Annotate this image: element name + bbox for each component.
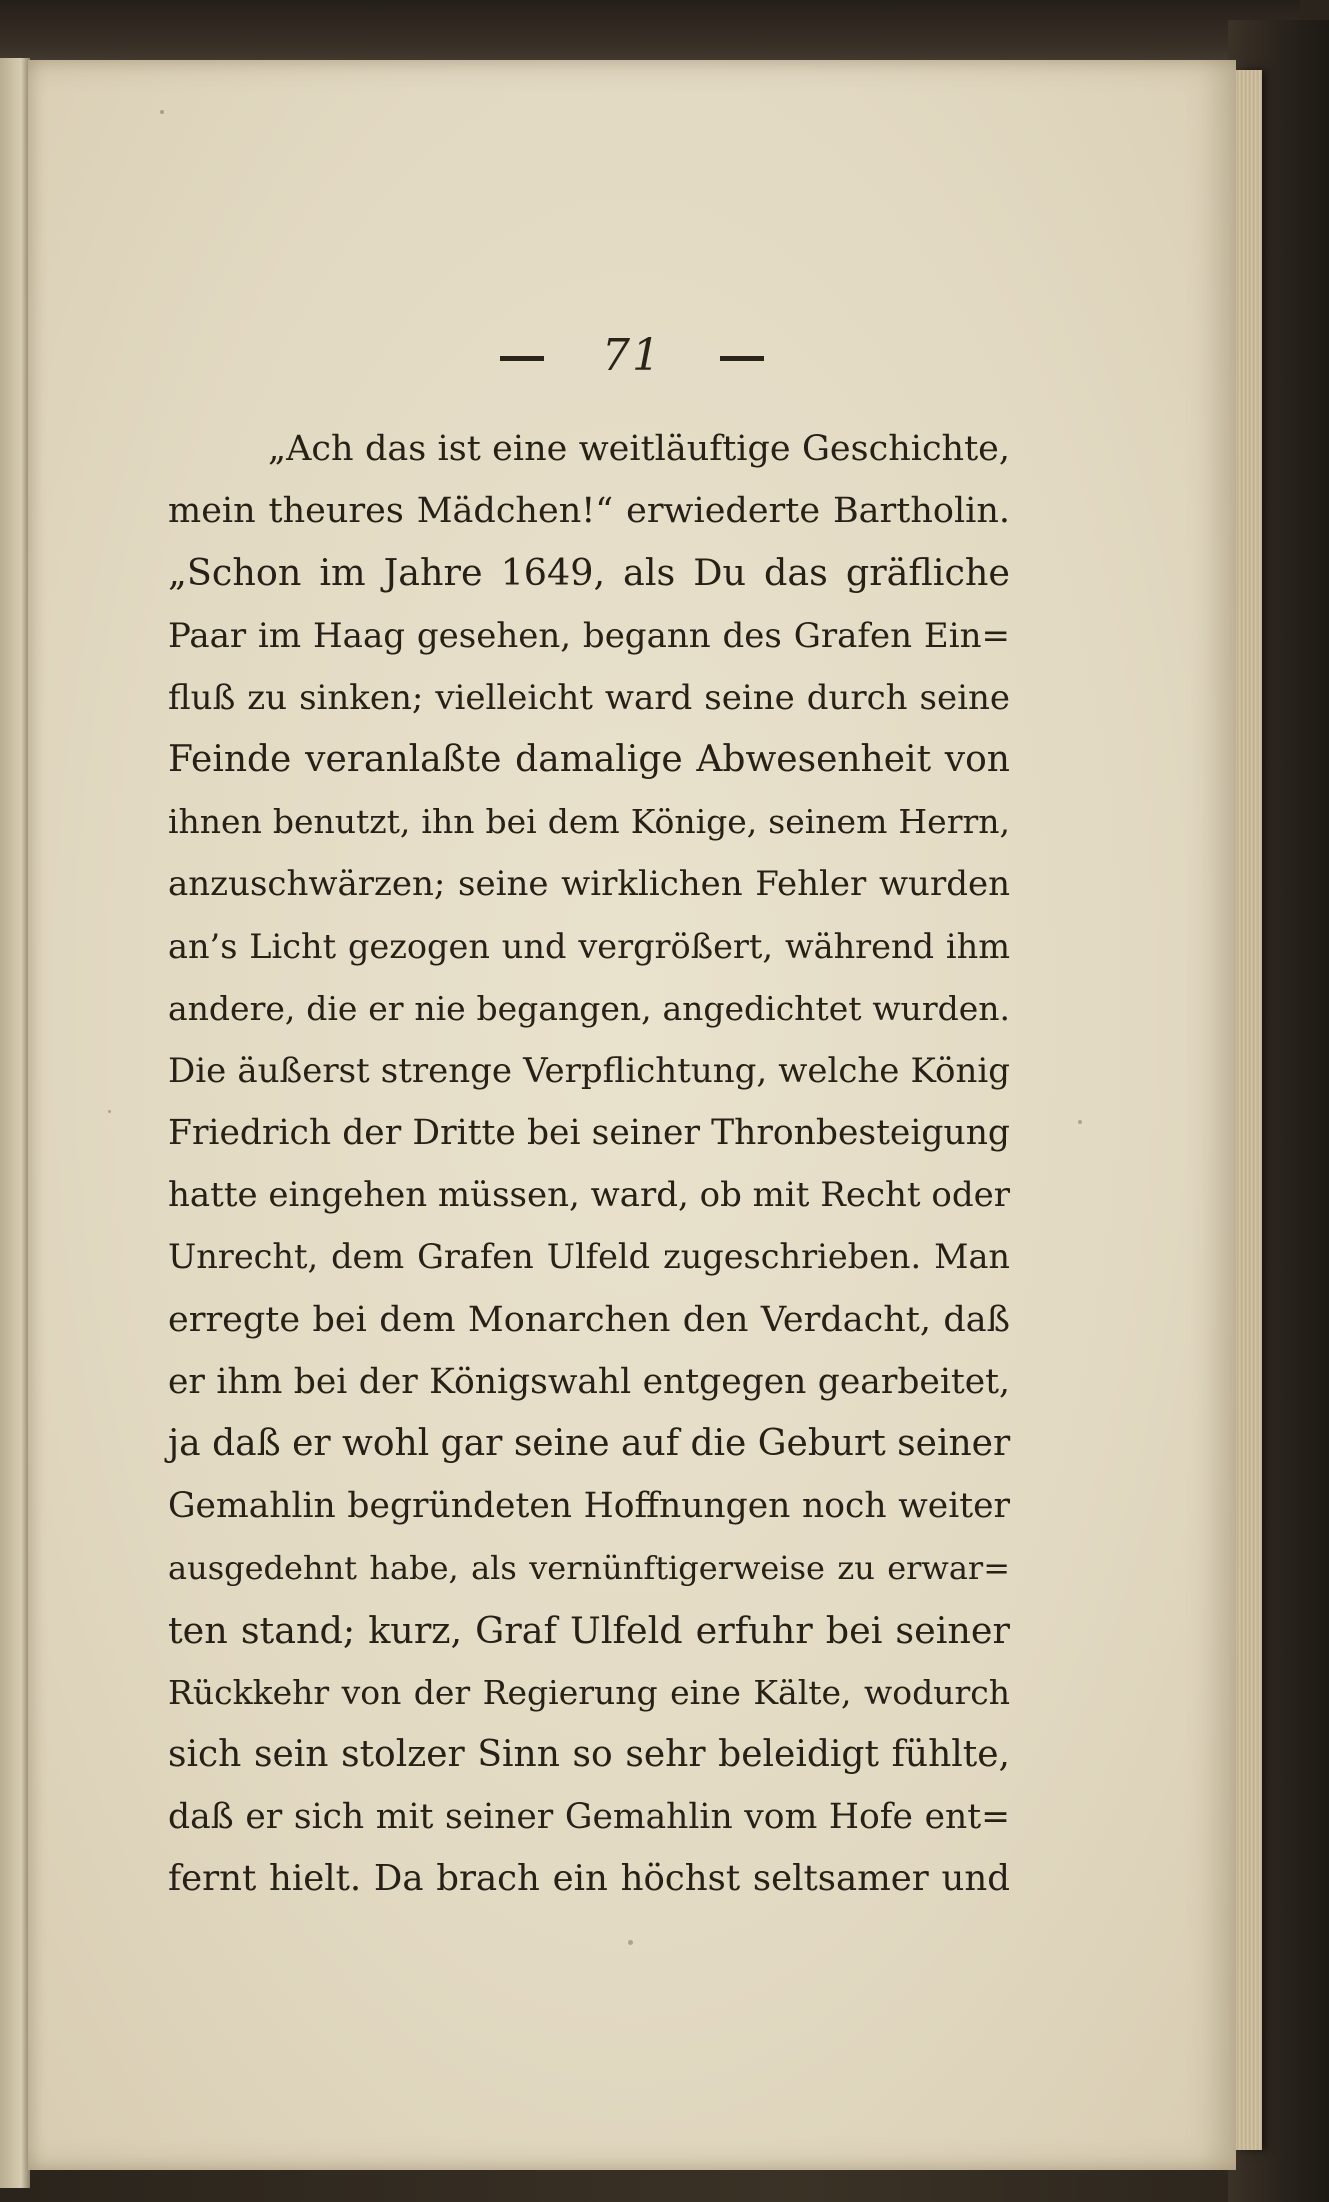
text-line: andere, die er nie begangen, angedichtet wurden.: [168, 988, 1010, 1028]
paper-speck: [108, 1110, 111, 1113]
text-line: „Ach das ist eine weitläuftige Geschichte,: [268, 429, 1010, 469]
page-block-edges: [1236, 70, 1262, 2150]
page: [28, 60, 1236, 2170]
facing-page-edge: [0, 58, 30, 2188]
text-line: Die äußerst strenge Verpflichtung, welche König: [168, 1050, 1010, 1091]
text-line: mein theures Mädchen!“ erwiederte Bartholin.: [168, 491, 1010, 532]
text-line: ten stand; kurz, Graf Ulfeld erfuhr bei seiner: [168, 1608, 1010, 1652]
page-header: [28, 330, 1236, 381]
text-line: erregte bei dem Monarchen den Verdacht, daß: [168, 1299, 1010, 1340]
paper-speck: [160, 110, 164, 114]
text-line: ausgedehnt habe, als vernünftigerweise zu erwar=: [168, 1549, 1010, 1588]
text-line: Friedrich der Dritte bei seiner Thronbesteigung: [168, 1113, 1010, 1154]
header-dash-right: [720, 356, 764, 361]
text-line: sich sein stolzer Sinn so sehr beleidigt fühlte,: [168, 1733, 1010, 1775]
header-dash-left: [500, 356, 544, 361]
text-line: „Schon im Jahre 1649, als Du das gräfliche: [168, 551, 1010, 595]
text-line: fluß zu sinken; vielleicht ward seine durch seine: [168, 677, 1010, 718]
text-line: ja daß er wohl gar seine auf die Geburt seiner: [168, 1423, 1011, 1464]
body-text: [168, 418, 1010, 1911]
text-line: Feinde veranlaßte damalige Abwesenheit von: [168, 738, 1010, 780]
text-line: fernt hielt. Da brach ein höchst seltsamer und: [168, 1858, 1010, 1900]
text-line: daß er sich mit seiner Gemahlin vom Hofe ent=: [168, 1797, 1010, 1838]
text-line: Paar im Haag gesehen, begann des Grafen Ein=: [168, 615, 1010, 656]
paper-speck: [628, 1940, 633, 1945]
text-line: anzuschwärzen; seine wirklichen Fehler wurden: [168, 864, 1010, 905]
paper-speck: [1078, 1120, 1082, 1124]
text-line: an’s Licht gezogen und vergrößert, während ihm: [168, 926, 1010, 966]
text-line: Gemahlin begründeten Hoffnungen noch weiter: [168, 1486, 1010, 1527]
text-line: ihnen benutzt, ihn bei dem Könige, seinem Herrn,: [168, 802, 1010, 842]
page-number: 71: [602, 330, 662, 381]
text-line: hatte eingehen müssen, ward, ob mit Recht oder: [168, 1175, 1010, 1216]
text-line: Unrecht, dem Grafen Ulfeld zugeschrieben. Man: [168, 1237, 1010, 1277]
text-line: Rückkehr von der Regierung eine Kälte, wodurch: [168, 1672, 1010, 1712]
text-line: er ihm bei der Königswahl entgegen gearbeitet,: [168, 1361, 1010, 1402]
